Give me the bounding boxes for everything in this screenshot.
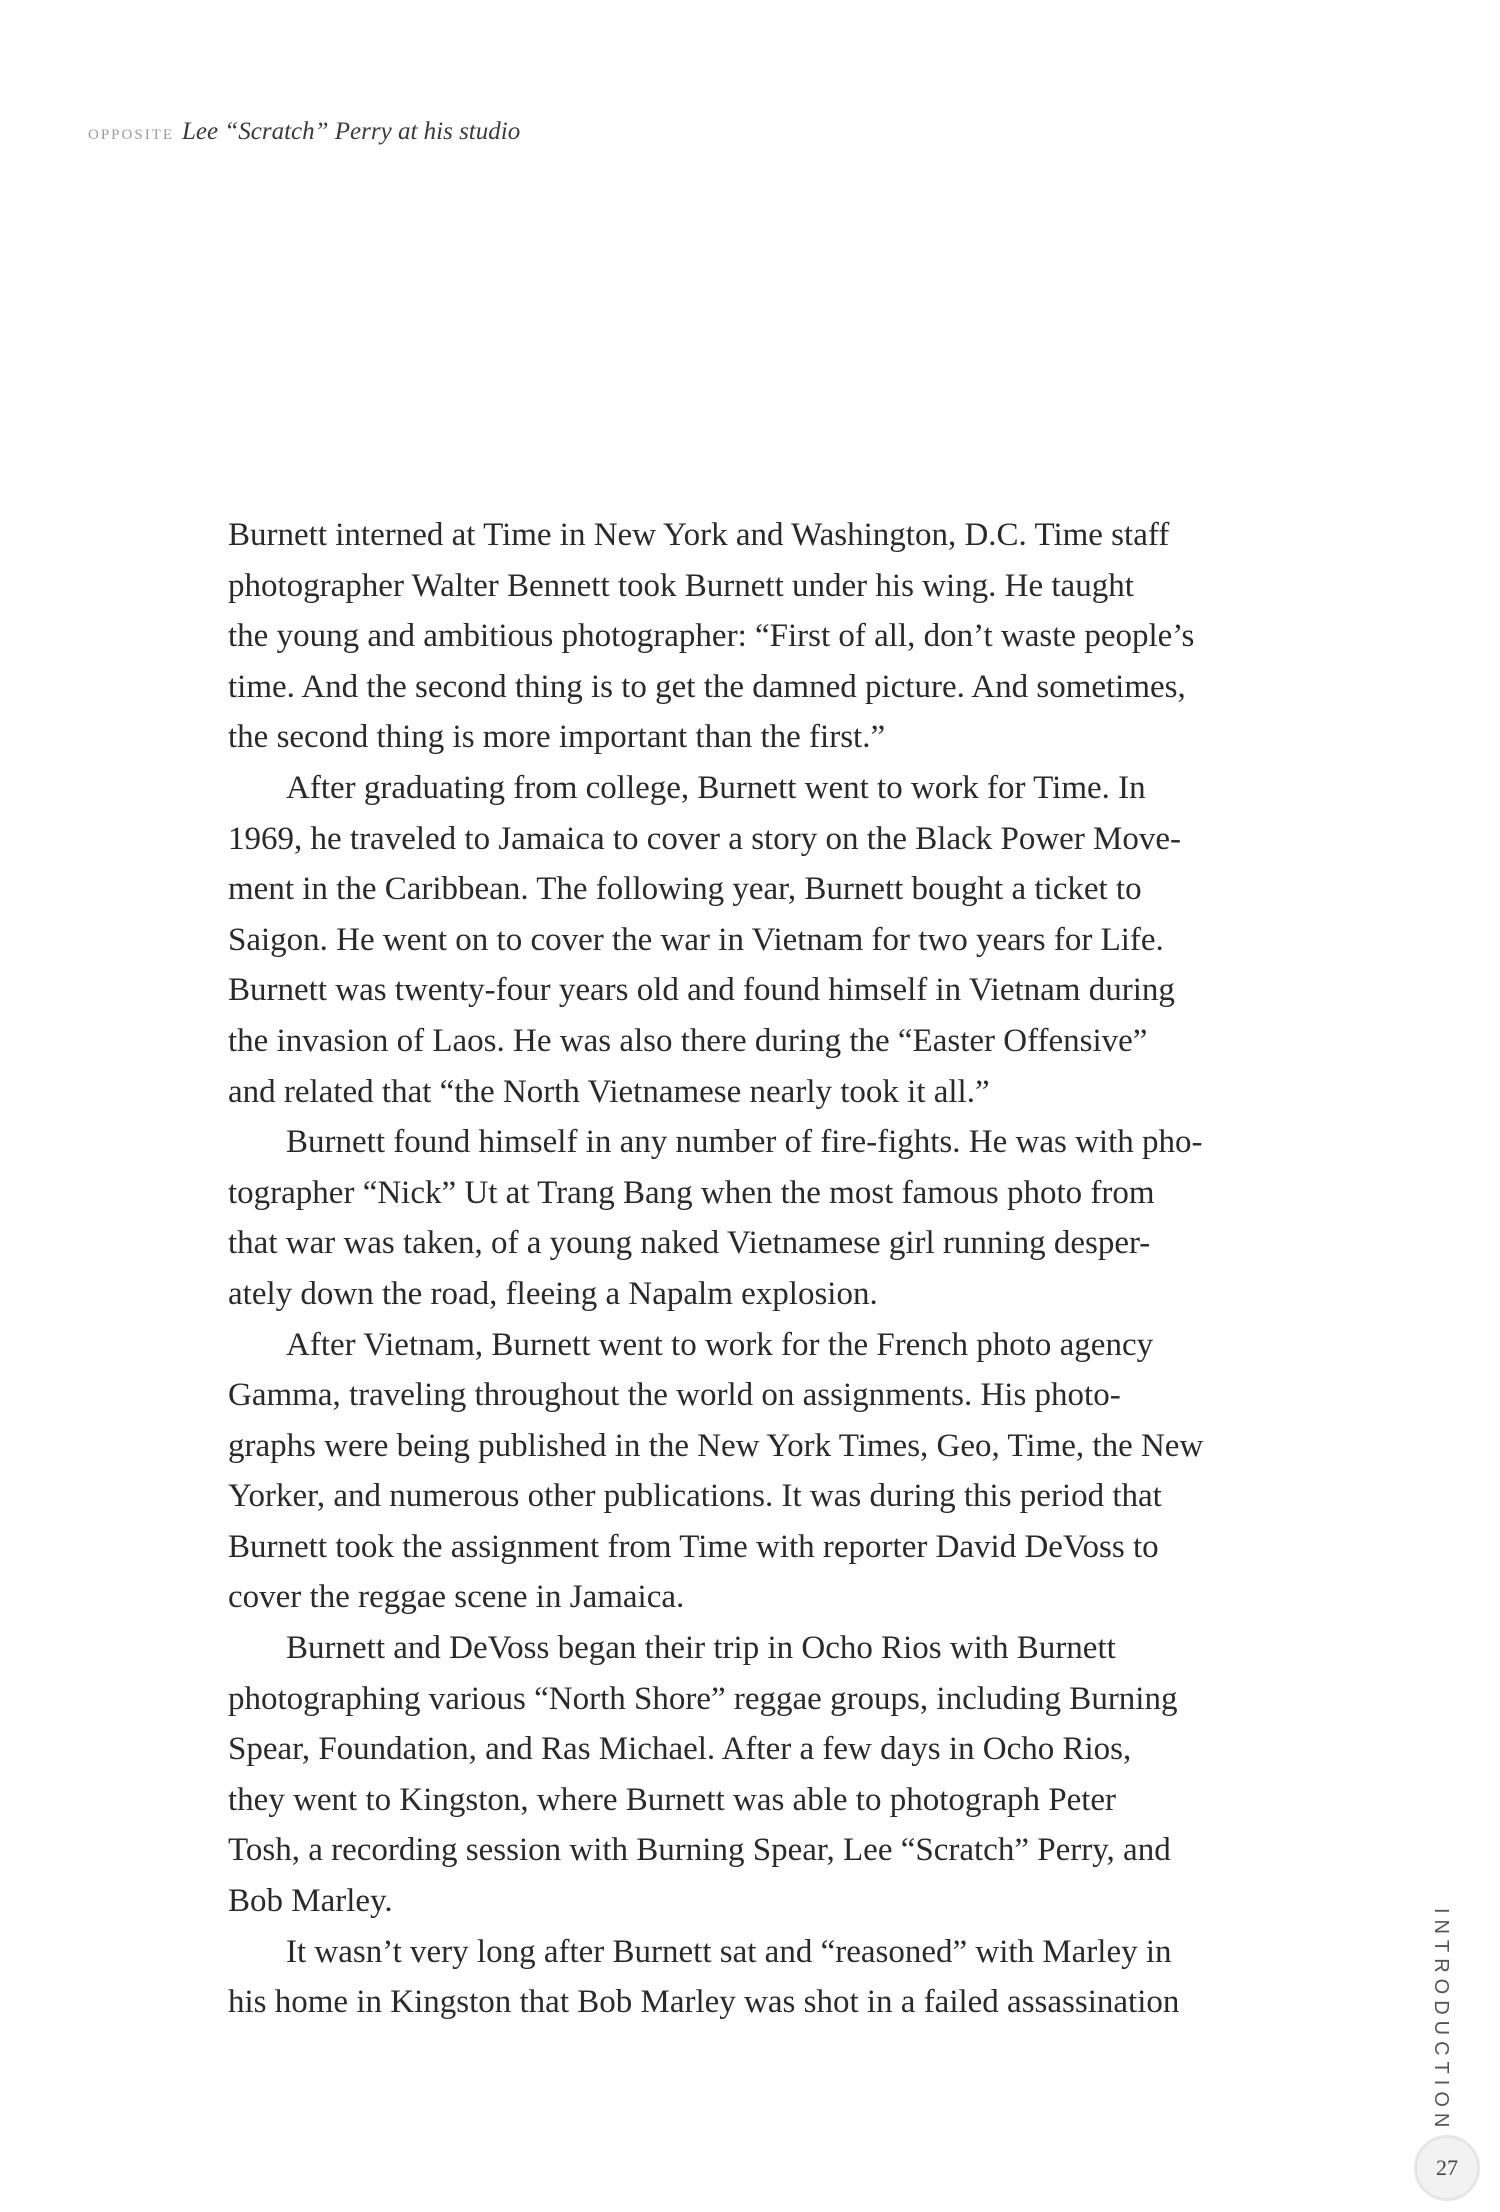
text-line: After Vietnam, Burnett went to work for the French photo agency bbox=[286, 1326, 1154, 1363]
page-number-badge bbox=[1414, 2135, 1480, 2201]
caption-text: Lee “Scratch” Perry at his studio bbox=[182, 118, 521, 145]
section-label: INTRODUCTION bbox=[1430, 1908, 1452, 2134]
text-line: Saigon. He went on to cover the war in Vietnam for two years for Life. bbox=[228, 921, 1164, 958]
text-line: and related that “the North Vietnamese nearly took it all.” bbox=[228, 1073, 990, 1110]
text-line: tographer “Nick” Ut at Trang Bang when the most famous photo from bbox=[228, 1174, 1155, 1211]
text-line: Burnett and DeVoss began their trip in Ocho Rios with Burnett bbox=[286, 1630, 1116, 1667]
text-line: Burnett was twenty-four years old and found himself in Vietnam during bbox=[228, 972, 1175, 1009]
text-line: photographer Walter Bennett took Burnett under his wing. He taught bbox=[228, 567, 1134, 604]
text-line: the invasion of Laos. He was also there during the “Easter Offensive” bbox=[228, 1022, 1148, 1059]
text-line: ately down the road, fleeing a Napalm explosion. bbox=[228, 1275, 878, 1312]
text-line: It wasn’t very long after Burnett sat and “reasoned” with Marley in bbox=[286, 1933, 1172, 1970]
text-line: cover the reggae scene in Jamaica. bbox=[228, 1579, 685, 1616]
text-line: his home in Kingston that Bob Marley was shot in a failed assassination bbox=[228, 1984, 1180, 2021]
text-line: Yorker, and numerous other publications. It was during this period that bbox=[228, 1478, 1162, 1515]
page-number: 27 bbox=[1436, 2155, 1458, 2180]
text-line: the second thing is more important than the first.” bbox=[228, 719, 886, 756]
text-line: time. And the second thing is to get the damned picture. And sometimes, bbox=[228, 668, 1186, 705]
text-line: the young and ambitious photographer: “First of all, don’t waste people’s bbox=[228, 618, 1195, 655]
text-line: graphs were being published in the New York Times, Geo, Time, the New bbox=[228, 1427, 1204, 1464]
text-line: Spear, Foundation, and Ras Michael. After a few days in Ocho Rios, bbox=[228, 1731, 1132, 1768]
text-line: ment in the Caribbean. The following year, Burnett bought a ticket to bbox=[228, 871, 1142, 908]
text-line: Bob Marley. bbox=[228, 1883, 393, 1920]
text-line: Gamma, traveling throughout the world on assignments. His photo- bbox=[228, 1377, 1121, 1414]
text-line: Burnett found himself in any number of fire-fights. He was with pho- bbox=[286, 1124, 1203, 1161]
text-line: After graduating from college, Burnett went to work for Time. In bbox=[286, 769, 1146, 806]
text-line: Tosh, a recording session with Burning Spear, Lee “Scratch” Perry, and bbox=[228, 1832, 1171, 1869]
text-line: 1969, he traveled to Jamaica to cover a story on the Black Power Move- bbox=[228, 820, 1182, 857]
body-text bbox=[228, 510, 1348, 2028]
photo-caption bbox=[88, 118, 520, 146]
text-line: photographing various “North Shore” reggae groups, including Burning bbox=[228, 1680, 1178, 1717]
text-line: they went to Kingston, where Burnett was able to photograph Peter bbox=[228, 1781, 1117, 1818]
text-line: that war was taken, of a young naked Vietnamese girl running desper- bbox=[228, 1225, 1151, 1262]
text-line: Burnett interned at Time in New York and Washington, D.C. Time staff bbox=[228, 517, 1170, 553]
caption-label: OPPOSITE bbox=[88, 127, 175, 143]
text-line: Burnett took the assignment from Time with reporter David DeVoss to bbox=[228, 1528, 1159, 1565]
